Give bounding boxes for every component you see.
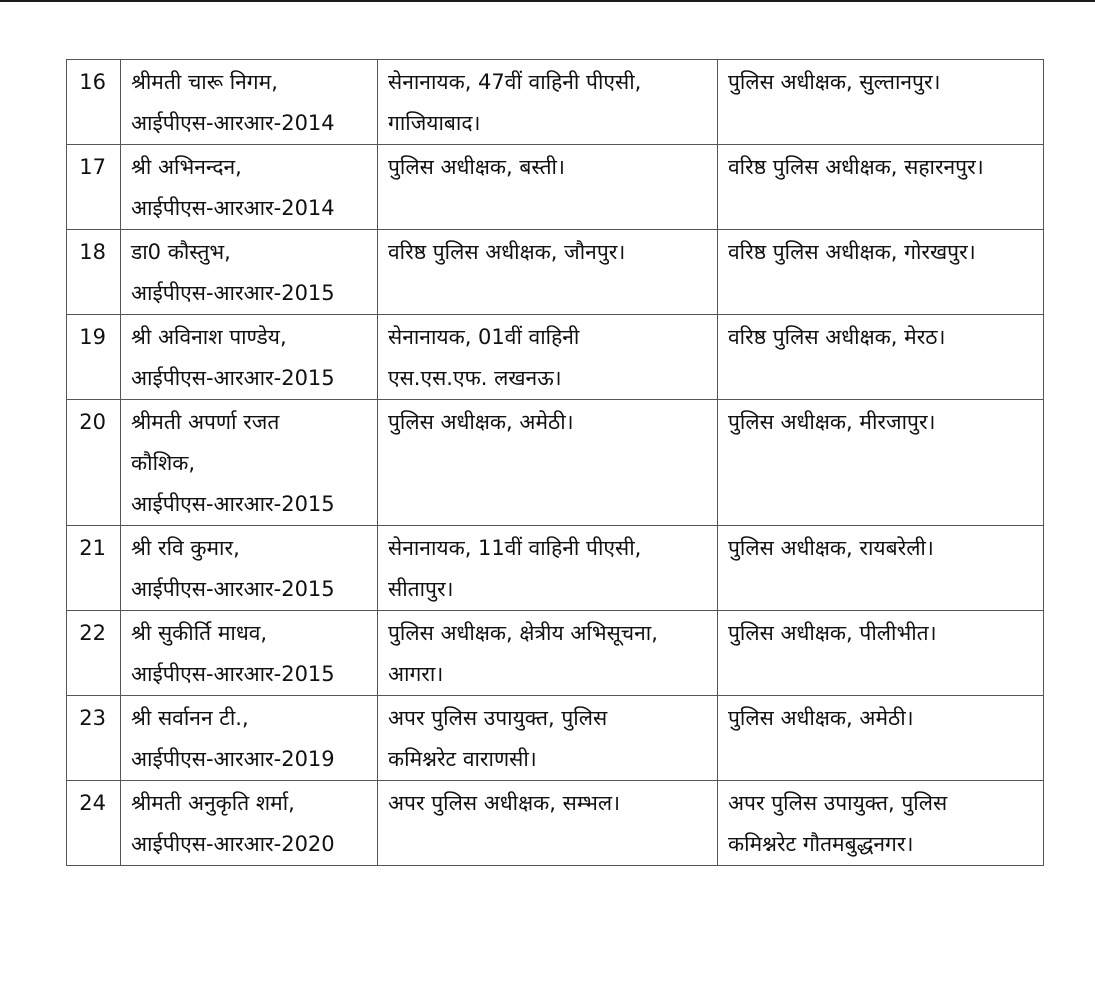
current-post-cell	[378, 696, 718, 781]
officer-name: श्री सुकीर्ति माधव,	[131, 621, 268, 645]
officer-cell	[121, 781, 378, 866]
current-post-line: पुलिस अधीक्षक, बस्ती।	[388, 155, 565, 179]
current-post-line: अपर पुलिस अधीक्षक, सम्भल।	[388, 791, 621, 815]
new-post-line: पुलिस अधीक्षक, सुल्तानपुर।	[728, 70, 941, 94]
officer-cell	[121, 400, 378, 526]
current-post-cell	[378, 60, 718, 145]
table-row	[67, 696, 1044, 781]
new-post-line: वरिष्ठ पुलिस अधीक्षक, सहारनपुर।	[728, 155, 984, 179]
officer-cell	[121, 230, 378, 315]
current-post-line: सेनानायक, 47वीं वाहिनी पीएसी,	[388, 70, 642, 94]
new-post-line: पुलिस अधीक्षक, अमेठी।	[728, 706, 914, 730]
new-post-line: वरिष्ठ पुलिस अधीक्षक, गोरखपुर।	[728, 240, 976, 264]
table-row	[67, 400, 1044, 526]
current-post-line: वरिष्ठ पुलिस अधीक्षक, जौनपुर।	[388, 240, 626, 264]
officer-cell	[121, 145, 378, 230]
officer-cell	[121, 60, 378, 145]
officer-name: श्री रवि कुमार,	[131, 536, 240, 560]
serial-number: 18	[67, 230, 121, 315]
serial-number: 22	[67, 611, 121, 696]
officer-name: श्री अविनाश पाण्डेय,	[131, 325, 287, 349]
officer-cell	[121, 696, 378, 781]
current-post-cell	[378, 145, 718, 230]
top-border-line	[0, 0, 1095, 2]
current-post-line: पुलिस अधीक्षक, अमेठी।	[388, 410, 574, 434]
officer-cell	[121, 526, 378, 611]
current-post-cell	[378, 400, 718, 526]
current-post-cell	[378, 781, 718, 866]
table-row	[67, 60, 1044, 145]
current-post-line: आगरा।	[388, 662, 444, 686]
officer-batch: आईपीएस-आरआर-2015	[131, 366, 335, 390]
new-post-line: पुलिस अधीक्षक, पीलीभीत।	[728, 621, 937, 645]
officer-name-continued: कौशिक,	[131, 451, 196, 475]
officer-batch: आईपीएस-आरआर-2015	[131, 281, 335, 305]
officer-cell	[121, 611, 378, 696]
new-post-line: पुलिस अधीक्षक, रायबरेली।	[728, 536, 934, 560]
current-post-cell	[378, 315, 718, 400]
serial-number: 19	[67, 315, 121, 400]
new-post-line: वरिष्ठ पुलिस अधीक्षक, मेरठ।	[728, 325, 946, 349]
table-row	[67, 315, 1044, 400]
serial-number: 24	[67, 781, 121, 866]
officer-name: डा0 कौस्तुभ,	[131, 240, 231, 264]
current-post-line: अपर पुलिस उपायुक्त, पुलिस	[388, 706, 608, 730]
current-post-line: पुलिस अधीक्षक, क्षेत्रीय अभिसूचना,	[388, 621, 658, 645]
new-post-cell	[718, 60, 1044, 145]
officer-name: श्रीमती अनुकृति शर्मा,	[131, 791, 295, 815]
current-post-line: सेनानायक, 11वीं वाहिनी पीएसी,	[388, 536, 642, 560]
officer-name: श्रीमती अपर्णा रजत	[131, 410, 280, 434]
current-post-line: कमिश्नरेट वाराणसी।	[388, 747, 537, 771]
table-row	[67, 230, 1044, 315]
new-post-line: पुलिस अधीक्षक, मीरजापुर।	[728, 410, 936, 434]
new-post-line: अपर पुलिस उपायुक्त, पुलिस	[728, 791, 948, 815]
officer-cell	[121, 315, 378, 400]
current-post-cell	[378, 526, 718, 611]
new-post-cell	[718, 696, 1044, 781]
new-post-cell	[718, 145, 1044, 230]
officer-batch: आईपीएस-आरआर-2015	[131, 662, 335, 686]
serial-number: 21	[67, 526, 121, 611]
new-post-cell	[718, 230, 1044, 315]
officer-batch: आईपीएस-आरआर-2015	[131, 492, 335, 516]
new-post-cell	[718, 315, 1044, 400]
table-row	[67, 611, 1044, 696]
new-post-cell	[718, 781, 1044, 866]
serial-number: 16	[67, 60, 121, 145]
serial-number: 20	[67, 400, 121, 526]
officer-batch: आईपीएस-आरआर-2014	[131, 196, 335, 220]
officer-name: श्री अभिनन्दन,	[131, 155, 242, 179]
officer-batch: आईपीएस-आरआर-2015	[131, 577, 335, 601]
officer-batch: आईपीएस-आरआर-2014	[131, 111, 335, 135]
current-post-cell	[378, 230, 718, 315]
transfer-table	[66, 59, 1044, 866]
serial-number: 23	[67, 696, 121, 781]
current-post-line: सीतापुर।	[388, 577, 454, 601]
current-post-cell	[378, 611, 718, 696]
serial-number: 17	[67, 145, 121, 230]
table-row	[67, 145, 1044, 230]
officer-batch: आईपीएस-आरआर-2019	[131, 747, 335, 771]
table-row	[67, 526, 1044, 611]
current-post-line: एस.एस.एफ. लखनऊ।	[388, 366, 562, 390]
new-post-cell	[718, 526, 1044, 611]
officer-name: श्रीमती चारू निगम,	[131, 70, 278, 94]
table-row	[67, 781, 1044, 866]
officer-batch: आईपीएस-आरआर-2020	[131, 832, 335, 856]
current-post-line: गाजियाबाद।	[388, 111, 481, 135]
current-post-line: सेनानायक, 01वीं वाहिनी	[388, 325, 580, 349]
new-post-cell	[718, 611, 1044, 696]
officer-name: श्री सर्वानन टी.,	[131, 706, 249, 730]
new-post-cell	[718, 400, 1044, 526]
new-post-line: कमिश्नरेट गौतमबुद्धनगर।	[728, 832, 914, 856]
